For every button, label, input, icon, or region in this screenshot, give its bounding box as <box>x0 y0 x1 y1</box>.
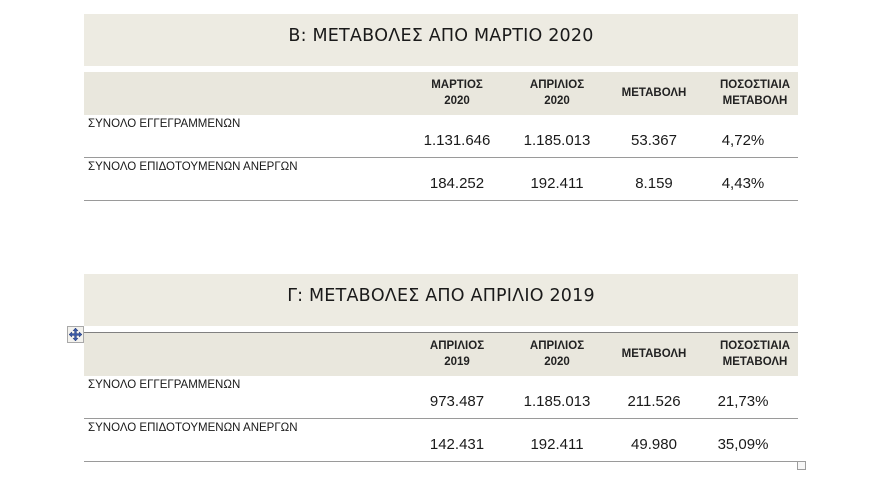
table-b-header-col-2-line1: ΑΠΡΙΛΙΟΣ <box>529 79 585 91</box>
table-b-row-1-label: ΣΥΝΟΛΟ ΕΓΓΕΓΡΑΜΜΕΝΩΝ <box>88 118 241 130</box>
table-c-header-col-1-line2: 2019 <box>444 356 470 368</box>
table-c-title-band <box>84 274 798 326</box>
table-b-header-col-1-line2: 2020 <box>444 95 470 107</box>
table-b-header-col-2-line2: 2020 <box>544 95 570 107</box>
table-b-row-2-value-3: 8.159 <box>635 175 673 192</box>
table-b-row-1-value-3: 53.367 <box>631 132 677 149</box>
table-b-header-col-4 <box>692 77 818 109</box>
table-c[interactable] <box>84 274 798 462</box>
table-c-row-2-value-3: 49.980 <box>631 436 677 453</box>
move-four-arrows-icon[interactable] <box>67 326 84 343</box>
table-c-row-2-value-2: 192.411 <box>530 436 584 453</box>
table-b-row-1-value-1: 1.131.646 <box>423 132 491 149</box>
table-c-header-col-3 <box>602 346 706 362</box>
table-row[interactable] <box>84 158 798 201</box>
table-b-header-col-3 <box>602 85 706 101</box>
table-c-header-col-4 <box>692 338 818 370</box>
table-row[interactable] <box>84 419 798 462</box>
table-c-header-col-2-line2: 2020 <box>544 356 570 368</box>
table-c-title: Γ: ΜΕΤΑΒΟΛΕΣ ΑΠΟ ΑΠΡΙΛΙΟ 2019 <box>287 286 595 306</box>
table-c-row-2-value-1: 142.431 <box>429 436 485 453</box>
table-c-row-2-value-4: 35,09% <box>717 436 769 453</box>
table-c-header-col-2 <box>504 338 610 370</box>
table-b-row-1-value-4: 4,72% <box>721 132 765 149</box>
table-b-row-2-value-2: 192.411 <box>530 175 584 192</box>
table-c-row-1-value-1: 973.487 <box>429 393 485 410</box>
table-c-header-col-2-line1: ΑΠΡΙΛΙΟΣ <box>529 340 585 352</box>
table-c-row-1-value-3: 211.526 <box>627 393 681 410</box>
table-c-header-row <box>84 332 798 376</box>
table-row[interactable] <box>84 376 798 419</box>
table-b-row-2-value-4: 4,43% <box>721 175 765 192</box>
table-c-header-col-4-line1: ΠΟΣΟΣΤΙΑΙΑ <box>719 340 791 352</box>
table-c-header-col-1 <box>404 338 510 370</box>
table-b-header-col-1-line1: ΜΑΡΤΙΟΣ <box>431 79 483 91</box>
table-b-header-col-4-line2: ΜΕΤΑΒΟΛΗ <box>722 95 788 107</box>
table-b-header-col-1 <box>404 77 510 109</box>
resize-square-handle-icon[interactable] <box>797 461 806 470</box>
table-b-row-2-label: ΣΥΝΟΛΟ ΕΠΙΔΟΤΟΥΜΕΝΩΝ ΑΝΕΡΓΩΝ <box>88 161 298 173</box>
table-b-header-col-3-line1: ΜΕΤΑΒΟΛΗ <box>621 87 687 99</box>
table-c-header-col-3-line1: ΜΕΤΑΒΟΛΗ <box>621 348 687 360</box>
table-b[interactable] <box>84 14 798 201</box>
table-b-title-band <box>84 14 798 66</box>
table-b-header-row <box>84 72 798 115</box>
table-b-header-col-4-line1: ΠΟΣΟΣΤΙΑΙΑ <box>719 79 791 91</box>
table-b-row-2-value-1: 184.252 <box>429 175 485 192</box>
table-c-row-1-value-4: 21,73% <box>717 393 769 410</box>
table-b-header-col-2 <box>504 77 610 109</box>
table-c-header-col-4-line2: ΜΕΤΑΒΟΛΗ <box>722 356 788 368</box>
table-row[interactable] <box>84 115 798 158</box>
table-b-title: Β: ΜΕΤΑΒΟΛΕΣ ΑΠΟ ΜΑΡΤΙΟ 2020 <box>288 26 594 46</box>
table-c-header-col-1-line1: ΑΠΡΙΛΙΟΣ <box>429 340 485 352</box>
table-c-row-1-value-2: 1.185.013 <box>523 393 591 410</box>
table-b-row-1-value-2: 1.185.013 <box>523 132 591 149</box>
table-c-row-1-label: ΣΥΝΟΛΟ ΕΓΓΕΓΡΑΜΜΕΝΩΝ <box>88 379 241 391</box>
table-c-row-2-label: ΣΥΝΟΛΟ ΕΠΙΔΟΤΟΥΜΕΝΩΝ ΑΝΕΡΓΩΝ <box>88 422 298 434</box>
